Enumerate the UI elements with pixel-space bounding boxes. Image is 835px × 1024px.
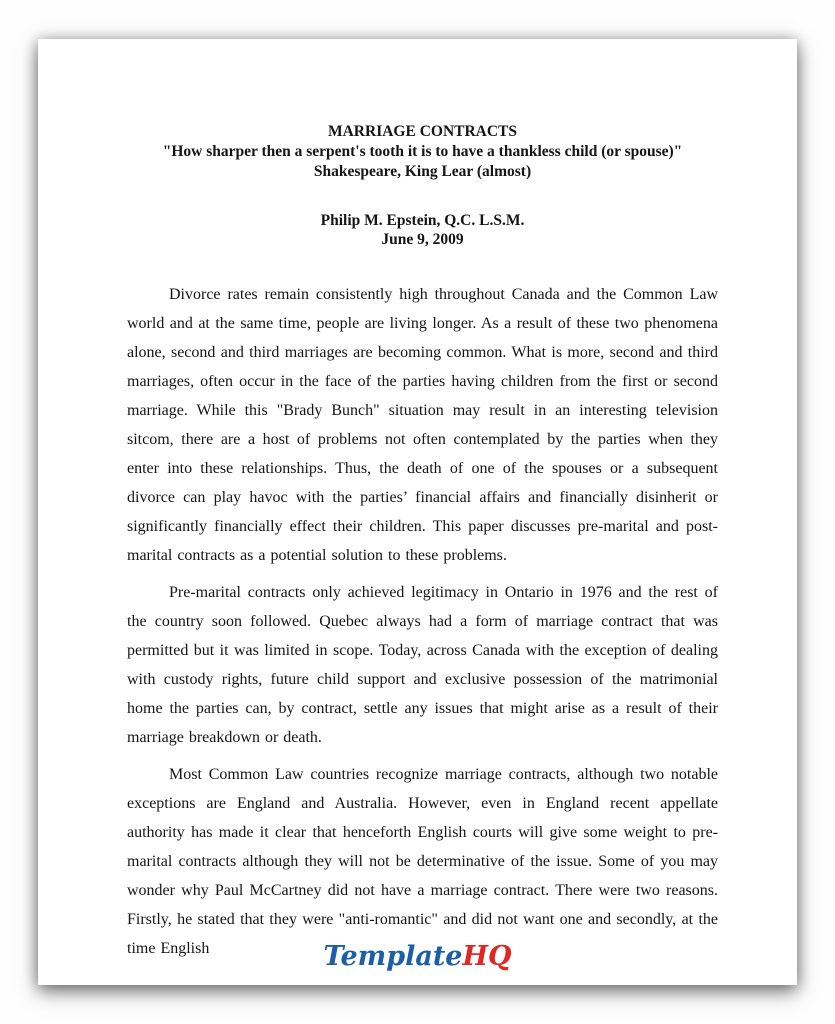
body-paragraph: Divorce rates remain consistently high throughout Canada and the Common Law world and at the same time, people are living longer. As a result of these two phenomena alone, second and third marriages are becoming common. What is more, second and third marriages, often occur in the face of the parties having children from the first or second marriage. While this "Brady Bunch" situation may result in an interesting television sitcom, there are a host of problems not often contemplated by the parties when they enter into these relationships. Thus, the death of one of the spouses or a subsequent divorce can play havoc with the parties’ financial affairs and financially disinherit or significantly financially effect their children. This paper discusses pre-marital and post-marital contracts as a potential solution to these problems. — [127, 286, 718, 564]
author-block — [127, 211, 718, 249]
templatehq-logo — [38, 941, 797, 973]
title-quote: "How sharper then a serpent's tooth it is to have a thankless child (or spouse)" — [162, 143, 683, 160]
body-paragraph: Most Common Law countries recognize marriage contracts, although two notable exceptions are England and Australia. However, even in England recent appellate authority has made it clear that henceforth English courts will give some weight to pre-marital contracts although they will not be determinative of the issue. Some of you may wonder why Paul McCartney did not have a marriage contract. There were two reasons. Firstly, he stated that they were "anti-romantic" and did not want one and secondly, at the time English — [127, 766, 718, 957]
author-name: Philip M. Epstein, Q.C. L.S.M. — [320, 212, 525, 229]
document-body — [127, 280, 718, 963]
templatehq-logo-hq-text: HQ — [462, 941, 512, 972]
title-block — [127, 122, 718, 182]
document-page — [38, 39, 797, 985]
body-paragraph: Pre-marital contracts only achieved legitimacy in Ontario in 1976 and the rest of the country soon followed. Quebec always had a form of marriage contract that was permitted but it was limited in scope. Today, across Canada with the exception of dealing with custody rights, future child support and exclusive possession of the matrimonial home the parties can, by contract, settle any issues that might arise as a result of their marriage breakdown or death. — [127, 584, 718, 746]
document-title: MARRIAGE CONTRACTS — [327, 123, 518, 140]
document-date: June 9, 2009 — [381, 231, 464, 248]
document-content — [127, 39, 718, 971]
quote-attribution: Shakespeare, King Lear (almost) — [313, 163, 532, 180]
templatehq-logo-template-text: Template — [323, 941, 463, 972]
